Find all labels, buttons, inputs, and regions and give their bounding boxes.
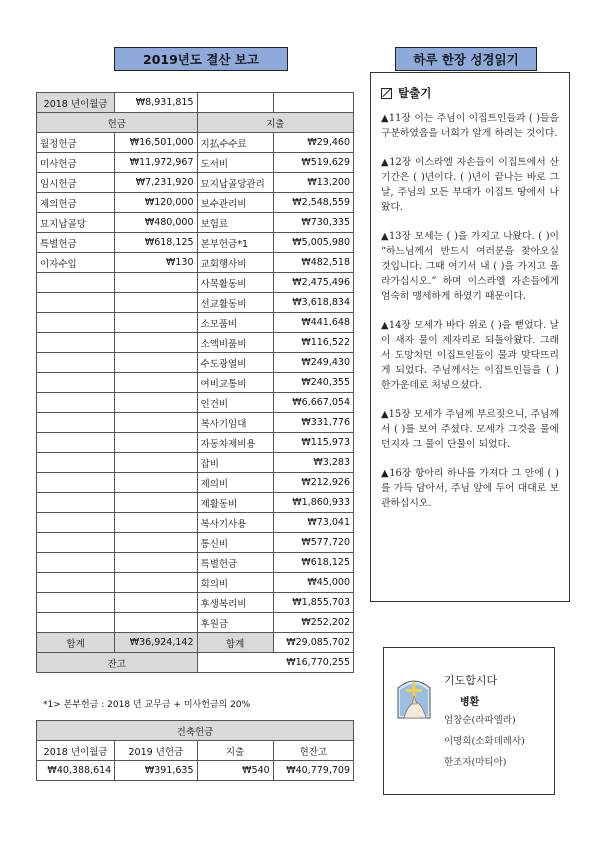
- expense-label: 교회행사비: [197, 253, 273, 273]
- income-value: [115, 373, 197, 393]
- table-row: [37, 333, 354, 353]
- building-header: 2018 년이월금: [37, 741, 115, 761]
- prayer-box: [383, 647, 555, 795]
- expense-value: ₩2,475,496: [273, 273, 353, 293]
- income-label: [37, 533, 115, 553]
- expense-value: ₩3,283: [273, 453, 353, 473]
- income-value: [115, 433, 197, 453]
- table-row: [37, 153, 354, 173]
- expense-value: ₩13,200: [273, 173, 353, 193]
- expense-value: ₩6,667,054: [273, 393, 353, 413]
- income-label: [37, 353, 115, 373]
- verse-chapter-14: ▲14장 모세가 바다 위로 ( )을 뻗었다. 날이 새자 물이 제자리로 되돌아왔다. 그래서 도망치던 이집트인들이 물과 맞닥뜨리게 되었다. 주님께서는 이집트인들을 ( ) 한가운데로 처넣으셨다.: [381, 320, 559, 391]
- expense-label: 수도광열비: [197, 353, 273, 373]
- building-header: 2019 년헌금: [115, 741, 197, 761]
- income-value: ₩16,501,000: [115, 133, 197, 153]
- bible-book-name: 탈출기: [398, 86, 432, 100]
- building-header: 지출: [197, 741, 273, 761]
- expense-label: 인건비: [197, 393, 273, 413]
- income-value: [115, 293, 197, 313]
- income-value: [115, 553, 197, 573]
- income-value: ₩618,125: [115, 233, 197, 253]
- pencil-icon: [381, 88, 392, 99]
- table-row: [37, 613, 354, 633]
- expense-label: 보험료: [197, 213, 273, 233]
- expense-value: ₩115,973: [273, 433, 353, 453]
- building-header-row: [37, 741, 354, 761]
- empty-cell: [197, 93, 273, 113]
- expense-label: 복사기임대: [197, 413, 273, 433]
- income-label: 묘지납골당: [37, 213, 115, 233]
- income-label: 미사헌금: [37, 153, 115, 173]
- table-row: [37, 293, 354, 313]
- income-value: [115, 313, 197, 333]
- expense-label: 묘지납골당관리: [197, 173, 273, 193]
- verse-chapter-15: ▲15장 모세가 주님께 부르짖으니, 주님께서 ( )를 보여 주셨다. 모세가 그것을 물에 던지자 그 물이 단물이 되었다.: [381, 409, 559, 450]
- verse-chapter-13: ▲13장 모세는 ( )을 가지고 나왔다. ( )이 “하느님께서 반드시 여러분을 찾아오실 것입니다. 그때 여기서 내 ( )을 가지고 올라가십시오.” 하며 이스라엘 자손들에게 엄숙히 맹세하게 하였기 때문이다.: [381, 231, 559, 302]
- income-label: [37, 573, 115, 593]
- empty-cell: [273, 93, 353, 113]
- prayer-name: 엄창순(라파엘라): [444, 715, 516, 726]
- building-fund-table: [36, 720, 354, 781]
- carryover-label: 2018 년이월금: [37, 93, 115, 113]
- building-value: ₩540: [197, 761, 273, 781]
- settlement-title: 2019년도 결산 보고: [114, 47, 288, 71]
- table-row: [37, 433, 354, 453]
- expense-value: ₩1,855,703: [273, 593, 353, 613]
- expense-label: 제의비: [197, 473, 273, 493]
- expense-label: 자동차제비용: [197, 433, 273, 453]
- table-row: [37, 413, 354, 433]
- income-value: ₩480,000: [115, 213, 197, 233]
- income-label: [37, 333, 115, 353]
- table-row: [37, 373, 354, 393]
- table-row: [37, 513, 354, 533]
- expense-value: ₩252,202: [273, 613, 353, 633]
- income-total-label: 합계: [37, 633, 115, 653]
- building-value: ₩40,388,614: [37, 761, 115, 781]
- income-label: [37, 493, 115, 513]
- income-label: [37, 553, 115, 573]
- expense-value: ₩618,125: [273, 553, 353, 573]
- income-label: [37, 293, 115, 313]
- footnote: *1> 본부헌금 : 2018 년 교무금 + 미사헌금의 20%: [43, 700, 251, 710]
- expense-value: ₩240,355: [273, 373, 353, 393]
- expense-value: ₩73,041: [273, 513, 353, 533]
- expense-value: ₩441,648: [273, 313, 353, 333]
- income-label: [37, 413, 115, 433]
- expense-label: 복사기사용: [197, 513, 273, 533]
- total-row: [37, 633, 354, 653]
- income-value: [115, 513, 197, 533]
- verse-chapter-12: ▲12장 이스라엘 자손들이 이집트에서 산 기간은 ( )년이다. ( )년이 끝나는 바로 그날, 주님의 모든 부대가 이집트 땅에서 나왔다.: [381, 157, 559, 213]
- income-label: [37, 433, 115, 453]
- expense-value: ₩45,000: [273, 573, 353, 593]
- expense-value: ₩519,629: [273, 153, 353, 173]
- header-row: [37, 113, 354, 133]
- expense-label: 사목활동비: [197, 273, 273, 293]
- income-value: [115, 453, 197, 473]
- table-row: [37, 173, 354, 193]
- expense-value: ₩249,430: [273, 353, 353, 373]
- income-value: [115, 613, 197, 633]
- table-row: [37, 253, 354, 273]
- building-value: ₩40,779,709: [273, 761, 353, 781]
- expense-label: 제활동비: [197, 493, 273, 513]
- expense-label: 후원금: [197, 613, 273, 633]
- bible-reading-title: 하루 한장 성경읽기: [395, 47, 537, 71]
- income-total-value: ₩36,924,142: [115, 633, 197, 653]
- income-value: [115, 473, 197, 493]
- table-row: [37, 193, 354, 213]
- income-value: [115, 573, 197, 593]
- income-label: [37, 453, 115, 473]
- income-value: [115, 413, 197, 433]
- table-row: [37, 393, 354, 413]
- balance-row: [37, 653, 354, 673]
- table-row: [37, 353, 354, 373]
- income-header: 헌금: [37, 113, 198, 133]
- verse-chapter-11: ▲11장 이는 주님이 이집트인들과 ( )들을 구분하였음을 너희가 알게 하려는 것이다.: [381, 113, 559, 139]
- building-value-row: [37, 761, 354, 781]
- balance-value: ₩16,770,255: [197, 653, 353, 673]
- expense-label: 선교활동비: [197, 293, 273, 313]
- expense-label: 도서비: [197, 153, 273, 173]
- building-title: 건축헌금: [37, 721, 354, 741]
- income-value: ₩7,231,920: [115, 173, 197, 193]
- expense-label: 본부헌금*1: [197, 233, 273, 253]
- prayer-subtitle: 병환: [460, 697, 480, 708]
- income-label: 월정헌금: [37, 133, 115, 153]
- expense-value: ₩3,618,834: [273, 293, 353, 313]
- income-label: [37, 593, 115, 613]
- expense-total-label: 합계: [197, 633, 273, 653]
- income-value: [115, 353, 197, 373]
- table-row: [37, 213, 354, 233]
- table-row: [37, 133, 354, 153]
- income-label: [37, 273, 115, 293]
- expense-label: 후생복리비: [197, 593, 273, 613]
- expense-value: ₩577,720: [273, 533, 353, 553]
- expense-label: 잡비: [197, 453, 273, 473]
- expense-label: 통신비: [197, 533, 273, 553]
- praying-hands-icon: [396, 674, 432, 720]
- income-label: 임시헌금: [37, 173, 115, 193]
- settlement-table: [36, 92, 354, 673]
- expense-value: ₩331,776: [273, 413, 353, 433]
- building-value: ₩391,635: [115, 761, 197, 781]
- income-value: [115, 273, 197, 293]
- building-title-row: [37, 721, 354, 741]
- expense-label: 소모품비: [197, 313, 273, 333]
- income-value: [115, 393, 197, 413]
- prayer-name: 한조자(마티아): [444, 757, 507, 768]
- expense-label: 특별헌금: [197, 553, 273, 573]
- bible-book-heading: [381, 85, 559, 101]
- carryover-value: ₩8,931,815: [115, 93, 197, 113]
- expense-value: ₩1,860,933: [273, 493, 353, 513]
- income-value: ₩120,000: [115, 193, 197, 213]
- income-label: [37, 393, 115, 413]
- table-row: [37, 313, 354, 333]
- income-value: [115, 533, 197, 553]
- verse-chapter-16: ▲16장 항아리 하나를 가져다 그 안에 ( )를 가득 담아서, 주님 앞에 두어 대대로 보관하십시오.: [381, 468, 559, 509]
- expense-label: 소액비품비: [197, 333, 273, 353]
- prayer-title: 기도합시다: [444, 674, 498, 687]
- income-label: 이자수입: [37, 253, 115, 273]
- expense-total-value: ₩29,085,702: [273, 633, 353, 653]
- income-label: [37, 513, 115, 533]
- expense-value: ₩116,522: [273, 333, 353, 353]
- expense-label: 회의비: [197, 573, 273, 593]
- expense-value: ₩730,335: [273, 213, 353, 233]
- table-row: [37, 533, 354, 553]
- income-label: [37, 613, 115, 633]
- expense-label: 여비교통비: [197, 373, 273, 393]
- table-row: [37, 573, 354, 593]
- table-row: [37, 273, 354, 293]
- prayer-name: 이명희(소화데레사): [444, 736, 525, 747]
- table-row: [37, 593, 354, 613]
- income-label: 제의헌금: [37, 193, 115, 213]
- expense-header: 지출: [197, 113, 353, 133]
- income-label: 특별헌금: [37, 233, 115, 253]
- income-value: [115, 493, 197, 513]
- balance-label: 잔고: [37, 653, 198, 673]
- building-header: 현잔고: [273, 741, 353, 761]
- income-value: [115, 333, 197, 353]
- table-row: [37, 453, 354, 473]
- income-value: ₩130: [115, 253, 197, 273]
- expense-value: ₩5,005,980: [273, 233, 353, 253]
- expense-value: ₩2,548,559: [273, 193, 353, 213]
- income-label: [37, 473, 115, 493]
- income-value: [115, 593, 197, 613]
- table-row: [37, 233, 354, 253]
- income-label: [37, 313, 115, 333]
- table-row: [37, 493, 354, 513]
- carryover-row: [37, 93, 354, 113]
- expense-value: ₩212,926: [273, 473, 353, 493]
- bible-reading-box: [370, 72, 570, 602]
- expense-value: ₩29,460: [273, 133, 353, 153]
- expense-label: 지払수수료: [197, 133, 273, 153]
- table-row: [37, 473, 354, 493]
- expense-value: ₩482,518: [273, 253, 353, 273]
- income-label: [37, 373, 115, 393]
- income-value: ₩11,972,967: [115, 153, 197, 173]
- table-row: [37, 553, 354, 573]
- expense-label: 보수관리비: [197, 193, 273, 213]
